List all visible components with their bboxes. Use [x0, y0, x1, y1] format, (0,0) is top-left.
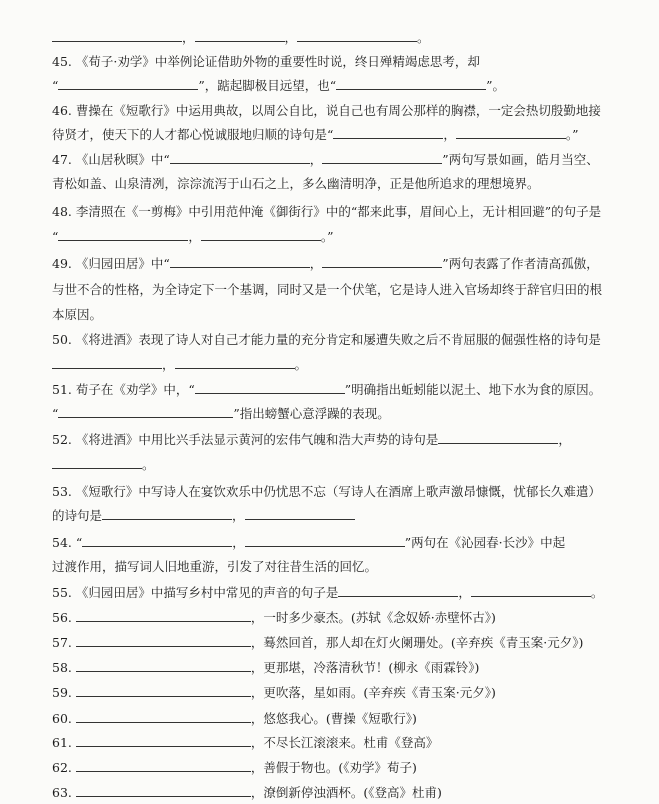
question-number: 63.	[52, 785, 72, 800]
answer-blank[interactable]	[195, 382, 345, 394]
question-number: 45.	[52, 54, 72, 69]
answer-blank[interactable]	[336, 78, 486, 90]
answer-blank[interactable]	[195, 30, 285, 42]
question-46: 46. 曹操在《短歌行》中运用典故，以周公自比，说自己也有周公那样的胸襟，一定会热切殷勤地接	[52, 103, 601, 118]
question-number: 62.	[52, 760, 72, 775]
question-48: 48. 李清照在《一剪梅》中引用范仲淹《御街行》中的“都来此事，眉间心上，无计相回避”的句子是	[52, 204, 602, 219]
answer-blank[interactable]	[58, 406, 233, 418]
question-55: 55. 《归园田居》中描写乡村中常见的声音的句子是 ， 。	[52, 585, 604, 600]
question-number: 47.	[52, 152, 72, 167]
question-number: 57.	[52, 635, 72, 650]
question-49-cont: 与世不合的性格，为全诗定下一个基调，同时又是一个伏笔，它是诗人进入官场却终于辞官归田的根	[52, 282, 603, 297]
question-57: 57. ，蓦然回首，那人却在灯火阑珊处。(辛弃疾《青玉案·元夕》)	[52, 635, 584, 650]
answer-blank[interactable]	[76, 610, 251, 622]
question-58: 58. ，更那堪，冷落清秋节！(柳永《雨霖铃》)	[52, 660, 480, 675]
answer-blank[interactable]	[201, 229, 321, 241]
answer-blank[interactable]	[52, 30, 182, 42]
answer-blank[interactable]	[76, 735, 251, 747]
question-number: 46.	[52, 103, 72, 118]
answer-blank[interactable]	[76, 685, 251, 697]
question-number: 59.	[52, 685, 72, 700]
question-number: 61.	[52, 735, 72, 750]
question-59: 59. ，更吹落，星如雨。(辛弃疾《青玉案·元夕》)	[52, 685, 496, 700]
answer-blank[interactable]	[322, 256, 442, 268]
answer-blank[interactable]	[175, 357, 295, 369]
question-52: 52. 《将进酒》中用比兴手法显示黄河的宏伟气魄和浩大声势的诗句是 ，	[52, 432, 571, 447]
question-50: 50. 《将进酒》表现了诗人对自己才能力量的充分肯定和屡遭失败之后不肯屈服的倔强性格的诗句是	[52, 332, 601, 347]
question-48-cont: “ ， 。”	[52, 229, 334, 244]
answer-blank[interactable]	[297, 30, 417, 42]
answer-blank[interactable]	[52, 357, 162, 369]
answer-blank[interactable]	[170, 256, 310, 268]
answer-blank[interactable]	[76, 635, 251, 647]
answer-blank[interactable]	[52, 457, 142, 469]
answer-blank[interactable]	[82, 535, 232, 547]
question-number: 50.	[52, 332, 72, 347]
answer-blank[interactable]	[245, 508, 355, 520]
answer-blank[interactable]	[58, 229, 188, 241]
question-number: 55.	[52, 585, 72, 600]
question-46-cont: 待贤才，使天下的人才都心悦诚服地归顺的诗句是“ ， 。”	[52, 127, 579, 142]
question-52-cont: 。	[52, 457, 621, 473]
answer-blank[interactable]	[471, 585, 591, 597]
answer-blank[interactable]	[170, 152, 310, 164]
question-number: 52.	[52, 432, 72, 447]
answer-blank[interactable]	[333, 127, 443, 139]
question-49-cont2: 本原因。	[52, 307, 103, 322]
answer-blank[interactable]	[338, 585, 458, 597]
answer-blank[interactable]	[322, 152, 442, 164]
question-number: 60.	[52, 711, 72, 726]
question-56: 56. ，一时多少豪杰。(苏轼《念奴娇·赤壁怀古》)	[52, 610, 496, 625]
answer-blank[interactable]	[58, 78, 198, 90]
question-45: 45. 《荀子·劝学》中举例论证借助外物的重要性时说，终日殚精竭虑思考，却	[52, 54, 480, 69]
question-47-cont: 青松如盖、山泉清冽，淙淙流泻于山石之上，多么幽清明净，正是他所追求的理想境界。	[52, 176, 540, 191]
question-49: 49. 《归园田居》中“ ， ”两句表露了作者清高孤傲，	[52, 256, 599, 271]
answer-blank[interactable]	[456, 127, 566, 139]
answer-blank[interactable]	[76, 785, 251, 797]
question-63: 63. ，潦倒新停浊酒杯。(《登高》杜甫)	[52, 785, 442, 800]
answer-blank[interactable]	[102, 508, 232, 520]
question-number: 49.	[52, 256, 72, 271]
question-53: 53. 《短歌行》中写诗人在宴饮欢乐中仍忧思不忘（写诗人在酒席上歌声激昂慷慨，忧郁长久难遣）	[52, 484, 601, 499]
question-51: 51. 荀子在《劝学》中，“ ”明确指出蚯蚓能以泥土、地下水为食的原因。	[52, 382, 602, 397]
question-54-cont: 过渡作用，描写词人旧地重游，引发了对往昔生活的回忆。	[52, 559, 378, 574]
question-number: 51.	[52, 382, 72, 397]
question-54: 54. “ ， ”两句在《沁园春·长沙》中起	[52, 535, 566, 550]
answer-blank[interactable]	[76, 711, 251, 723]
question-number: 54.	[52, 535, 72, 550]
question-number: 48.	[52, 204, 72, 219]
question-47: 47. 《山居秋暝》中“ ， ”两句写景如画，皓月当空、	[52, 152, 599, 167]
question-number: 58.	[52, 660, 72, 675]
answer-blank[interactable]	[76, 760, 251, 772]
question-53-cont: 的诗句是 ，	[52, 508, 621, 524]
question-51-cont: “ ”指出螃蟹心意浮躁的表现。	[52, 406, 390, 421]
question-50-cont: ， 。	[52, 357, 621, 373]
question-number: 56.	[52, 610, 72, 625]
question-61: 61. ，不尽长江滚滚来。杜甫《登高》	[52, 735, 439, 750]
line-top: ， ， 。	[52, 30, 621, 46]
question-62: 62. ，善假于物也。(《劝学》荀子)	[52, 760, 417, 775]
answer-blank[interactable]	[438, 432, 558, 444]
question-60: 60. ，悠悠我心。(曹操《短歌行》)	[52, 711, 417, 726]
answer-blank[interactable]	[245, 535, 405, 547]
question-45-cont: “ ”，踮起脚极目远望，也“ ”。	[52, 78, 506, 93]
answer-blank[interactable]	[76, 660, 251, 672]
question-number: 53.	[52, 484, 72, 499]
